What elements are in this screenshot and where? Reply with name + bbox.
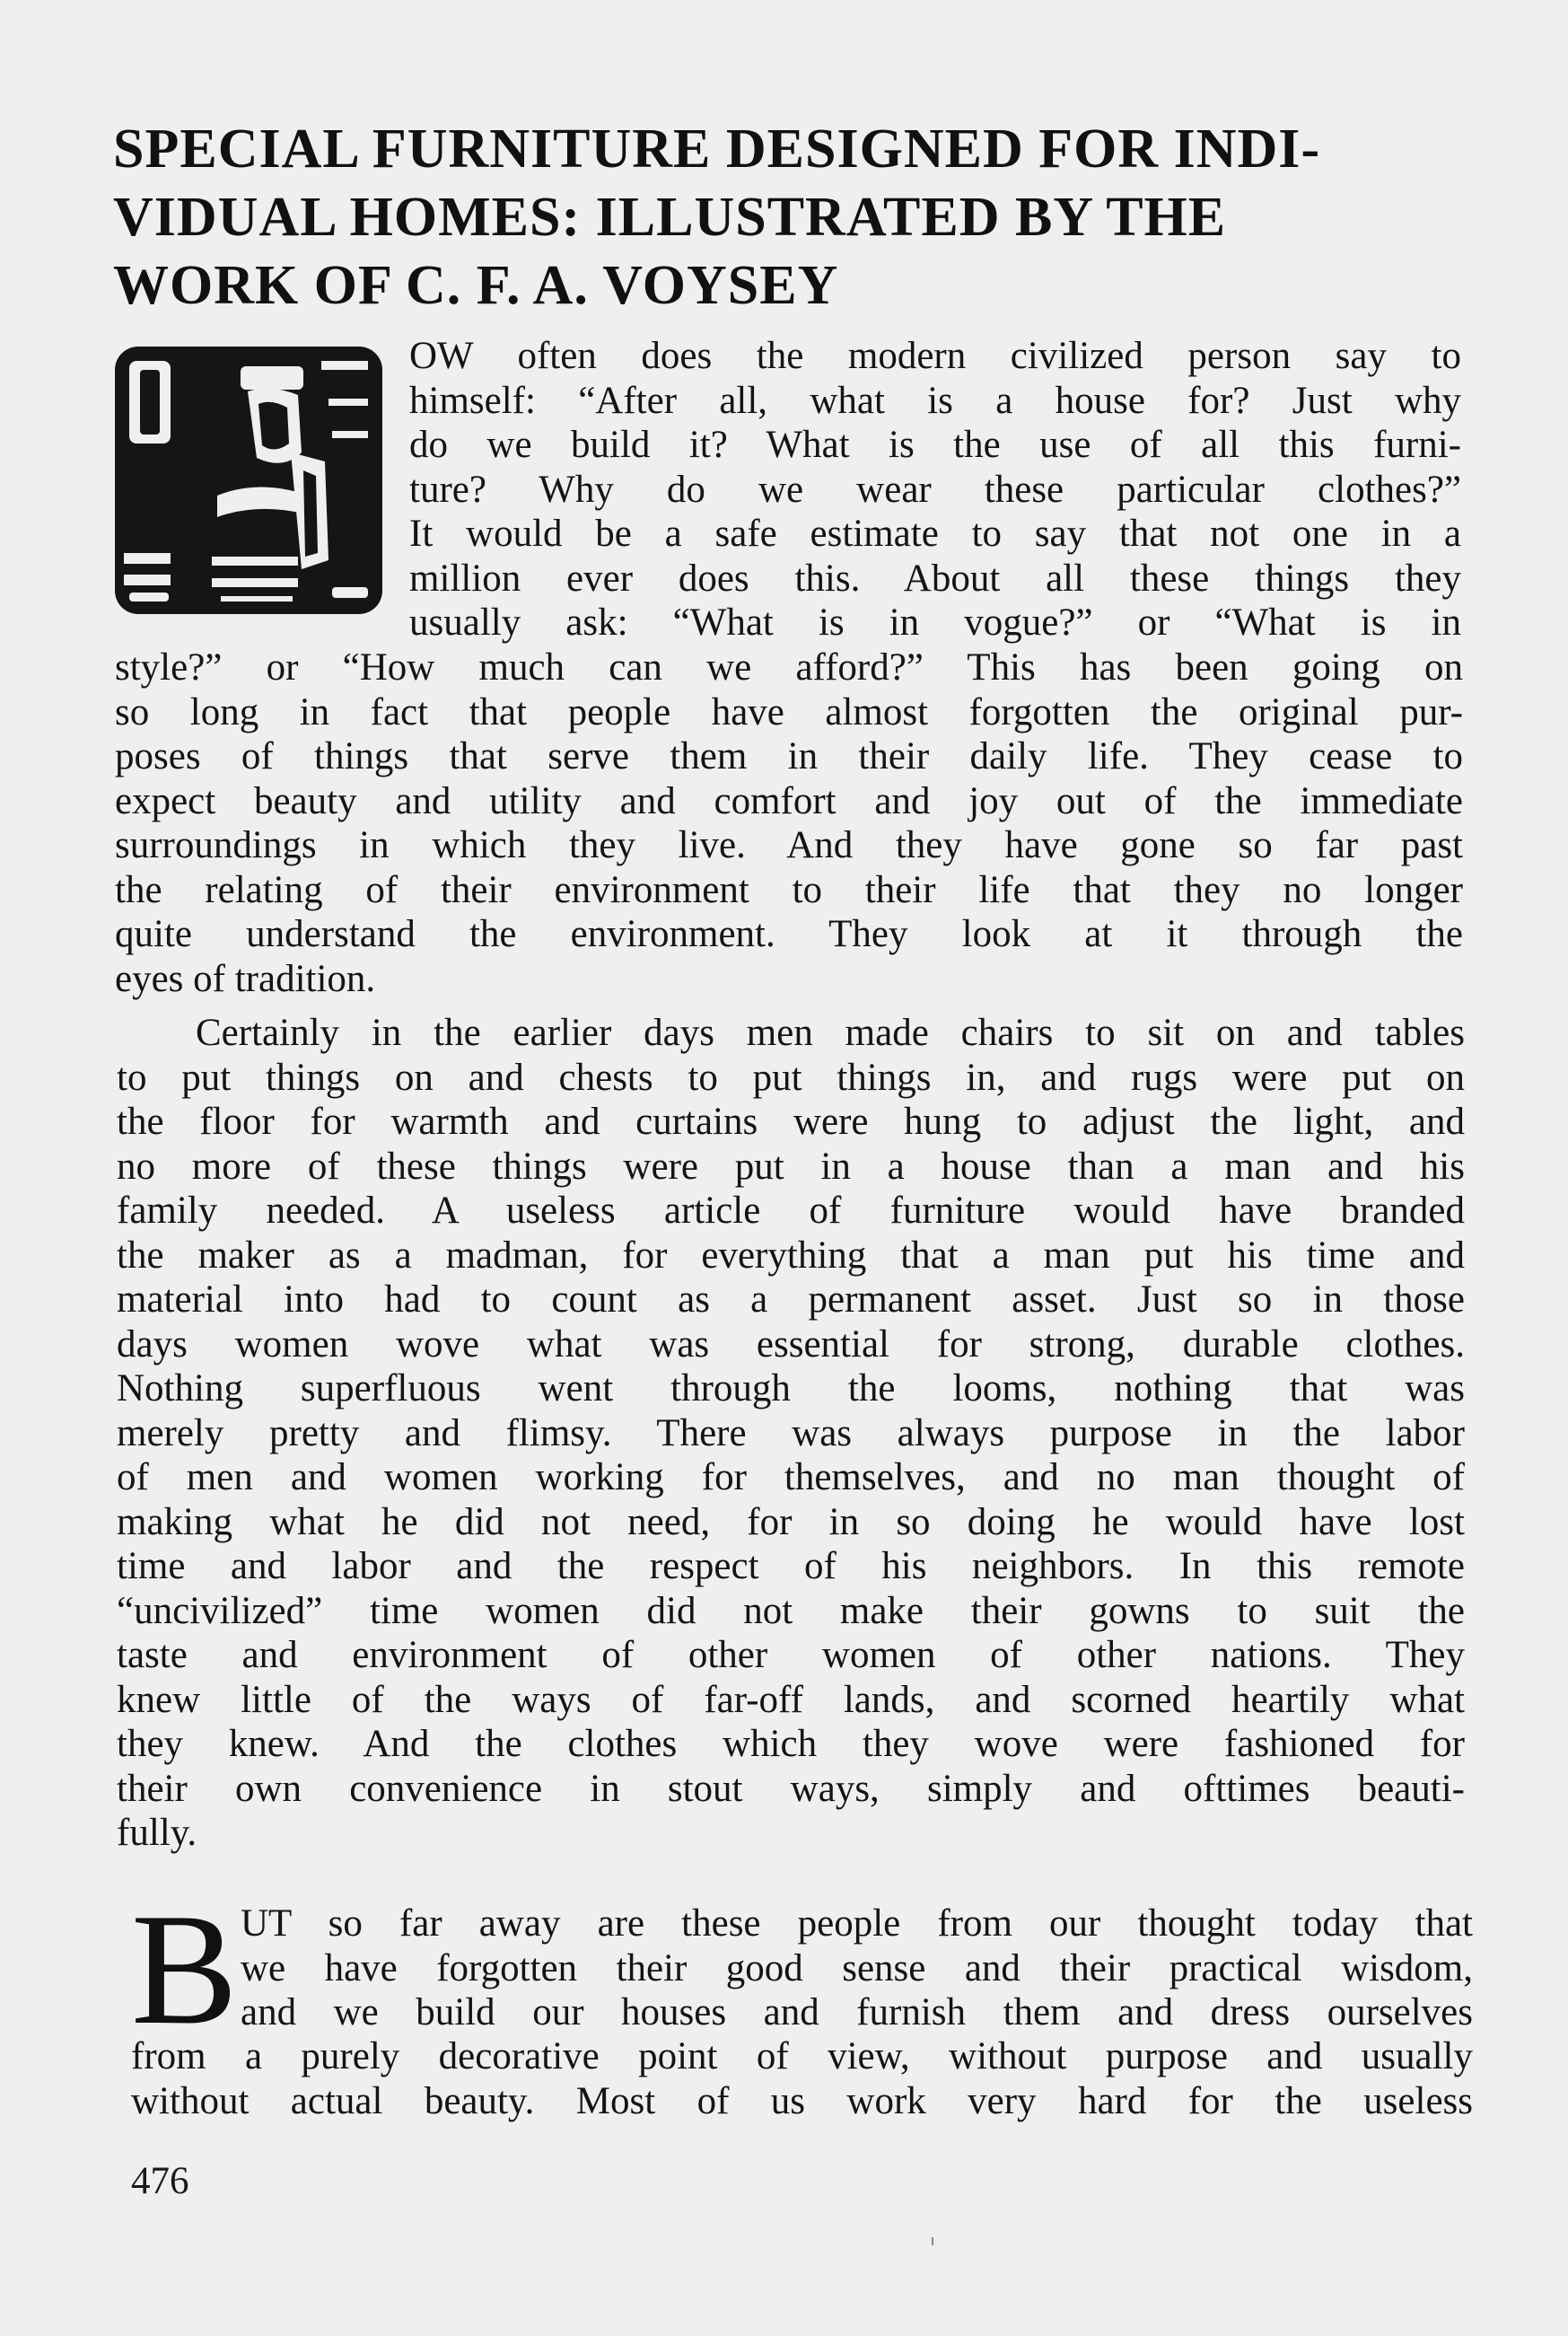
text-line: UT so far away are these people from our thought today that <box>241 1902 1473 1945</box>
illustrated-initial-h <box>113 345 384 616</box>
title-line-3: WORK OF C. F. A. VOYSEY <box>113 255 839 316</box>
text-line: the relating of their environment to their life that they no longer <box>115 868 1463 911</box>
page-number: 476 <box>131 2160 189 2202</box>
text-line: poses of things that serve them in their daily life. They cease to <box>115 735 1463 777</box>
text-line: himself: “After all, what is a house for? Just why <box>409 379 1461 422</box>
text-line: do we build it? What is the use of all this furni- <box>409 424 1461 466</box>
text-line: “uncivilized” time women did not make their gowns to suit the <box>117 1589 1465 1632</box>
text-line: million ever does this. About all these things they <box>409 557 1461 600</box>
text-line: their own convenience in stout ways, simply and ofttimes beauti- <box>117 1767 1465 1810</box>
text-line: quite understand the environment. They look at it through the <box>115 913 1463 955</box>
title-line-2: VIDUAL HOMES: ILLUSTRATED BY THE <box>113 187 1227 248</box>
text-line: Certainly in the earlier days men made chairs to sit on and tables <box>196 1012 1465 1054</box>
text-line: no more of these things were put in a house than a man and his <box>117 1145 1465 1188</box>
text-line: they knew. And the clothes which they wove were fashioned for <box>117 1723 1465 1765</box>
text-line: from a purely decorative point of view, without purpose and usually <box>131 2035 1473 2077</box>
text-line: days women wove what was essential for strong, durable clothes. <box>117 1322 1465 1366</box>
paragraph-2 <box>117 1011 1465 1856</box>
text-line: so long in fact that people have almost forgotten the original pur- <box>115 690 1463 733</box>
section-b-lines-full <box>131 2034 1473 2123</box>
text-line: material into had to count as a permanent asset. Just so in those <box>117 1278 1465 1321</box>
text-line: of men and women working for themselves, and no man thought of <box>117 1456 1465 1498</box>
text-line: and we build our houses and furnish them and dress ourselves <box>241 1991 1473 2033</box>
dropcap-b: B <box>131 1880 238 2058</box>
paragraph-1 <box>115 645 1463 1001</box>
text-line: It would be a safe estimate to say that not one in a <box>409 513 1461 555</box>
text-line: expect beauty and utility and comfort and joy out of the immediate <box>115 779 1463 822</box>
intro-lines <box>409 334 1461 645</box>
text-line: family needed. A useless article of furniture would have branded <box>117 1190 1465 1232</box>
text-line: ture? Why do we wear these particular clothes?” <box>409 468 1461 511</box>
text-line: taste and environment of other women of other nations. They <box>117 1634 1465 1676</box>
text-line: without actual beauty. Most of us work very hard for the useless <box>131 2079 1473 2122</box>
text-line: eyes of tradition. <box>115 957 376 1000</box>
text-line: making what he did not need, for in so doing he would have lost <box>117 1500 1465 1543</box>
text-line: merely pretty and flimsy. There was always purpose in the labor <box>117 1411 1465 1454</box>
text-line: usually ask: “What is in vogue?” or “What is in <box>409 602 1461 644</box>
title-line-1: SPECIAL FURNITURE DESIGNED FOR INDI- <box>113 119 1321 180</box>
text-line: OW often does the modern civilized person say to <box>409 335 1461 377</box>
article-title <box>113 115 1468 320</box>
text-line: style?” or “How much can we afford?” This has been going on <box>115 646 1463 689</box>
text-line: fully. <box>117 1812 197 1854</box>
text-line: to put things on and chests to put things in, and rugs were put on <box>117 1056 1465 1099</box>
text-line: Nothing superfluous went through the looms, nothing that was <box>117 1367 1465 1410</box>
text-line: time and labor and the respect of his neighbors. In this remote <box>117 1545 1465 1587</box>
text-line: knew little of the ways of far-off lands, and scorned heartily what <box>117 1678 1465 1721</box>
paper-speck <box>932 2237 933 2245</box>
text-line: the maker as a madman, for everything that a man put his time and <box>117 1234 1465 1277</box>
text-line: the floor for warmth and curtains were hung to adjust the light, and <box>117 1101 1465 1143</box>
section-b-lines-beside-cap <box>241 1901 1473 2035</box>
text-line: surroundings in which they live. And they have gone so far past <box>115 824 1463 866</box>
text-line: we have forgotten their good sense and their practical wisdom, <box>241 1946 1473 1989</box>
